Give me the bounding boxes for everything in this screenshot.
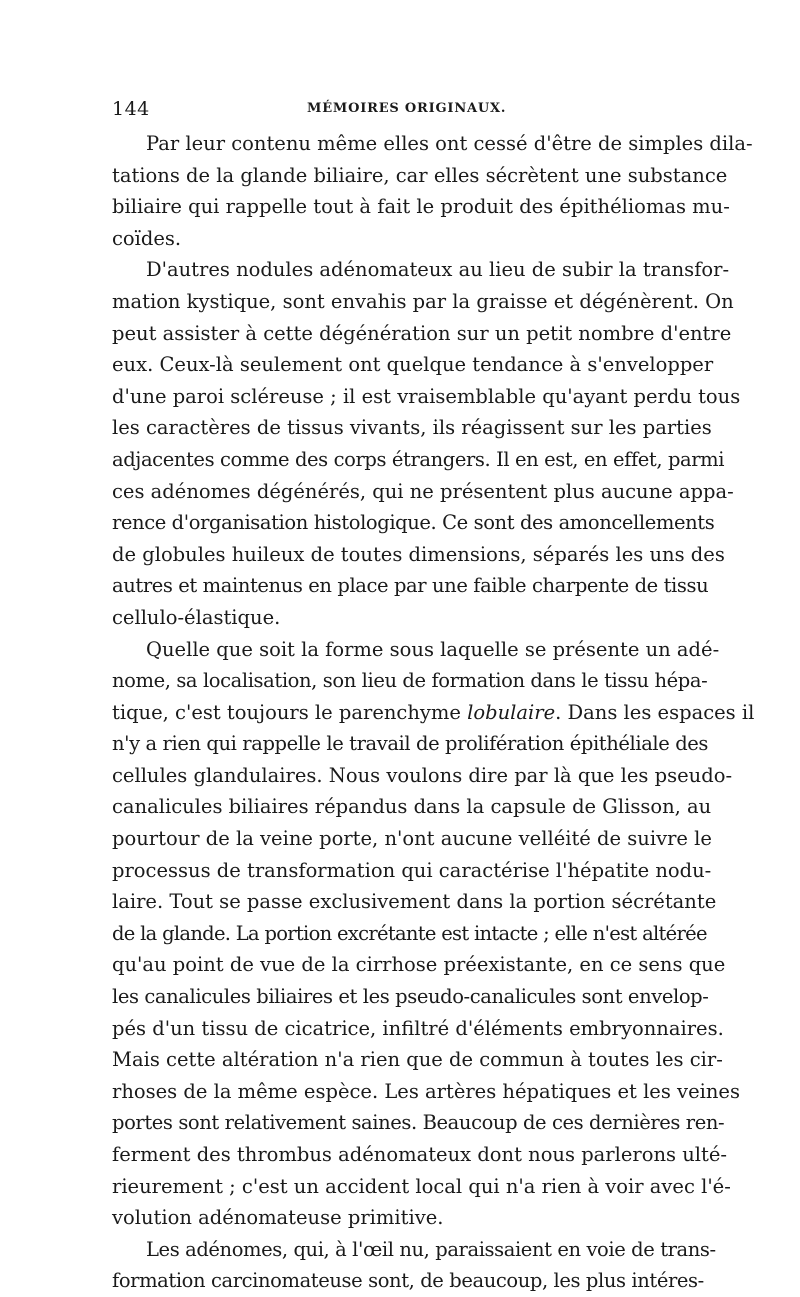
text-line: peut assister à cette dégénération sur un petit nombre d'entre	[112, 321, 732, 345]
text-line: biliaire qui rappelle tout à fait le produit des épithéliomas mu-	[112, 195, 730, 219]
text-line: rence d'organisation histologique. Ce sont des amoncellements	[112, 511, 715, 535]
text-line: de la glande. La portion excrétante est intacte ; elle n'est altérée	[112, 921, 707, 945]
text-line: D'autres nodules adénomateux au lieu de subir la transfor-	[146, 258, 730, 282]
text-line: tations de la glande biliaire, car elles sécrètent une substance	[112, 163, 728, 187]
text-line: les caractères de tissus vivants, ils réagissent sur les parties	[112, 416, 712, 440]
text-line: canalicules biliaires répandus dans la capsule de Glisson, au	[112, 795, 712, 819]
text-line: de globules huileux de toutes dimensions, séparés les uns des	[112, 542, 725, 566]
page-number: 144	[112, 98, 150, 120]
text-line: nome, sa localisation, son lieu de formation dans le tissu hépa-	[112, 669, 708, 693]
text-line: processus de transformation qui caractérise l'hépatite nodu-	[112, 858, 712, 882]
paragraph-2	[112, 254, 741, 633]
text-line: Mais cette altération n'a rien que de commun à toutes les cir-	[112, 1048, 723, 1072]
text-line: Quelle que soit la forme sous laquelle se présente un adé-	[146, 637, 720, 661]
text-line: qu'au point de vue de la cirrhose préexistante, en ce sens que	[112, 953, 726, 977]
book-page	[112, 98, 755, 1297]
text-line: mation kystique, sont envahis par la graisse et dégénèrent. On	[112, 289, 734, 313]
text-line: ferment des thrombus adénomateux dont nous parlerons ulté-	[112, 1143, 727, 1166]
text-line: rieurement ; c'est un accident local qui n'a rien à voir avec l'é-	[112, 1174, 731, 1198]
running-title: MÉMOIRES ORIGINAUX.	[307, 101, 507, 116]
text-line: ces adénomes dégénérés, qui ne présentent plus aucune appa-	[112, 479, 734, 503]
text-fragment: tique, c'est toujours le parenchyme	[112, 700, 468, 724]
text-fragment: . Dans les espaces il	[555, 700, 755, 724]
paragraph-1	[112, 128, 753, 254]
text-line: Les adénomes, qui, à l'œil nu, paraissaient en voie de trans-	[146, 1237, 716, 1261]
text-line: les canalicules biliaires et les pseudo-canalicules sont envelop-	[112, 985, 709, 1009]
text-line: volution adénomateuse primitive.	[112, 1206, 444, 1230]
text-line: laire. Tout se passe exclusivement dans la portion sécrétante	[112, 890, 717, 914]
text-line: formation carcinomateuse sont, de beaucoup, les plus intéres-	[112, 1269, 704, 1293]
text-line: eux. Ceux-là seulement ont quelque tendance à s'envelopper	[112, 353, 714, 377]
running-header	[112, 98, 686, 124]
text-line: rhoses de la même espèce. Les artères hépatiques et les veines	[112, 1079, 740, 1103]
paragraph-4	[112, 1234, 716, 1297]
text-line: cellules glandulaires. Nous voulons dire par là que les pseudo-	[112, 763, 733, 787]
text-line: coïdes.	[112, 226, 182, 250]
text-line: autres et maintenus en place par une faible charpente de tissu	[112, 574, 709, 598]
paragraph-3	[112, 634, 755, 1234]
text-line	[112, 697, 755, 729]
text-line: cellulo-élastique.	[112, 605, 281, 629]
text-line: pourtour de la veine porte, n'ont aucune velléité de suivre le	[112, 827, 712, 851]
text-line: Par leur contenu même elles ont cessé d'être de simples dila-	[146, 132, 753, 155]
text-line: adjacentes comme des corps étrangers. Il en est, en effet, parmi	[112, 447, 725, 471]
text-line: pés d'un tissu de cicatrice, infiltré d'éléments embryonnaires.	[112, 1016, 724, 1040]
italic-word: lobulaire	[467, 700, 556, 724]
text-line: portes sont relativement saines. Beaucoup de ces dernières ren-	[112, 1111, 725, 1135]
text-line: n'y a rien qui rappelle le travail de prolifération épithéliale des	[112, 732, 709, 756]
text-line: d'une paroi scléreuse ; il est vraisemblable qu'ayant perdu tous	[112, 384, 741, 408]
